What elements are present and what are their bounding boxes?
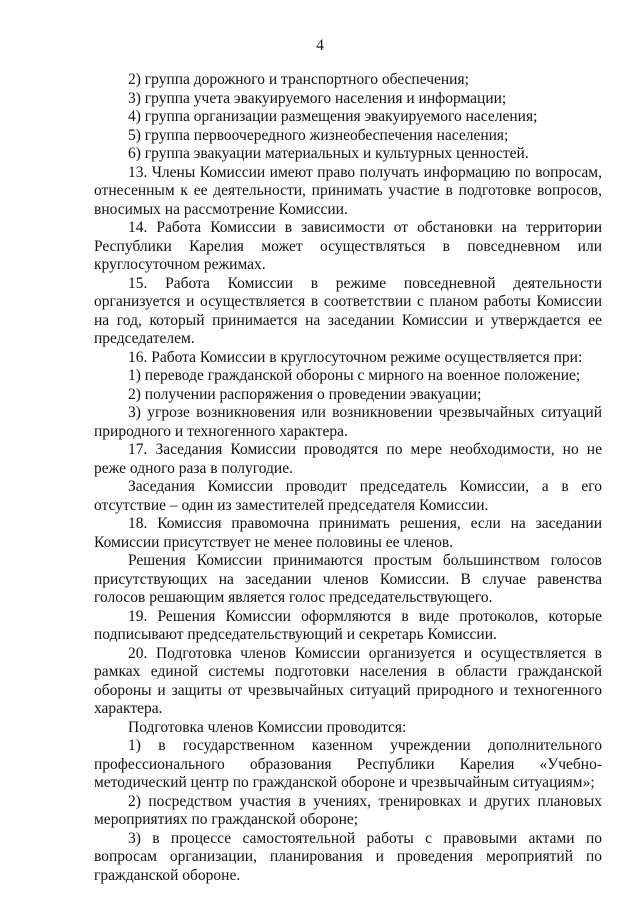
clause-18-paragraph: Решения Комиссии принимаются простым большинством голосов присутствующих на заседании членов Комиссии. В случае равенства голосов решающим является голос председательствующего. [94,552,602,606]
clause-16-item-3: 3) угрозе возникновения или возникновении чрезвычайных ситуаций природного и техногенного характера. [94,404,602,440]
clause-20: 20. Подготовка членов Комиссии организуется и осуществляется в рамках единой системы подготовки населения в области гражданской обороны и защиты от чрезвычайных ситуаций природного и техногенного характера. [94,644,602,717]
clause-16-item-2: 2) получении распоряжения о проведении эвакуации; [128,385,482,403]
clause-19: 19. Решения Комиссии оформляются в виде протоколов, которые подписывают председательствующий и секретарь Комиссии. [94,607,602,643]
clause-16: 16. Работа Комиссии в круглосуточном режиме осуществляется при: [128,348,583,366]
document-body [94,71,602,885]
training-item-2: 2) посредством участия в учениях, тренировках и других плановых мероприятиях по гражданской обороне; [94,792,602,828]
training-item-1: 1) в государственном казенном учреждении дополнительного профессионального образования Республики Карелия «Учебно-методический центр по гражданской обороне и чрезвычайным ситуациям»; [94,737,602,791]
page-number: 4 [316,37,324,54]
clause-17: 17. Заседания Комиссии проводятся по мере необходимости, но не реже одного раза в полугодие. [94,441,602,477]
clause-15: 15. Работа Комиссии в режиме повседневной деятельности организуется и осуществляется в соответствии с планом работы Комиссии на год, который принимается на заседании Комиссии и утверждается ее председателем. [94,274,602,347]
group-item-4: 4) группа организации размещения эвакуируемого населения; [128,108,538,125]
training-item-3: 3) в процессе самостоятельной работы с правовыми актами по вопросам организации, планирования и проведения мероприятий по гражданской обороне. [94,829,602,884]
clause-13: 13. Члены Комиссии имеют право получать информацию по вопросам, отнесенным к ее деятельности, принимать участие в подготовке вопросов, вносимых на рассмотрение Комиссии. [94,163,602,218]
clause-16-item-1: 1) переводе гражданской обороны с мирного на военное положение; [128,367,581,384]
group-item-5: 5) группа первоочередного жизнеобеспечения населения; [128,126,509,144]
training-intro: Подготовка членов Комиссии проводится: [128,718,407,736]
group-item-2: 2) группа дорожного и транспортного обеспечения; [128,71,469,88]
group-item-6: 6) группа эвакуации материальных и культурных ценностей. [128,145,529,162]
clause-18: 18. Комиссия правомочна принимать решения, если на заседании Комиссии присутствует не менее половины ее членов. [94,515,602,551]
group-item-3: 3) группа учета эвакуируемого населения и информации; [128,89,507,107]
clause-17-paragraph: Заседания Комиссии проводит председатель Комиссии, а в его отсутствие – один из заместителей председателя Комиссии. [94,478,602,514]
clause-14: 14. Работа Комиссии в зависимости от обстановки на территории Республики Карелия может осуществляться в повседневном или круглосуточном режимах. [94,219,602,273]
